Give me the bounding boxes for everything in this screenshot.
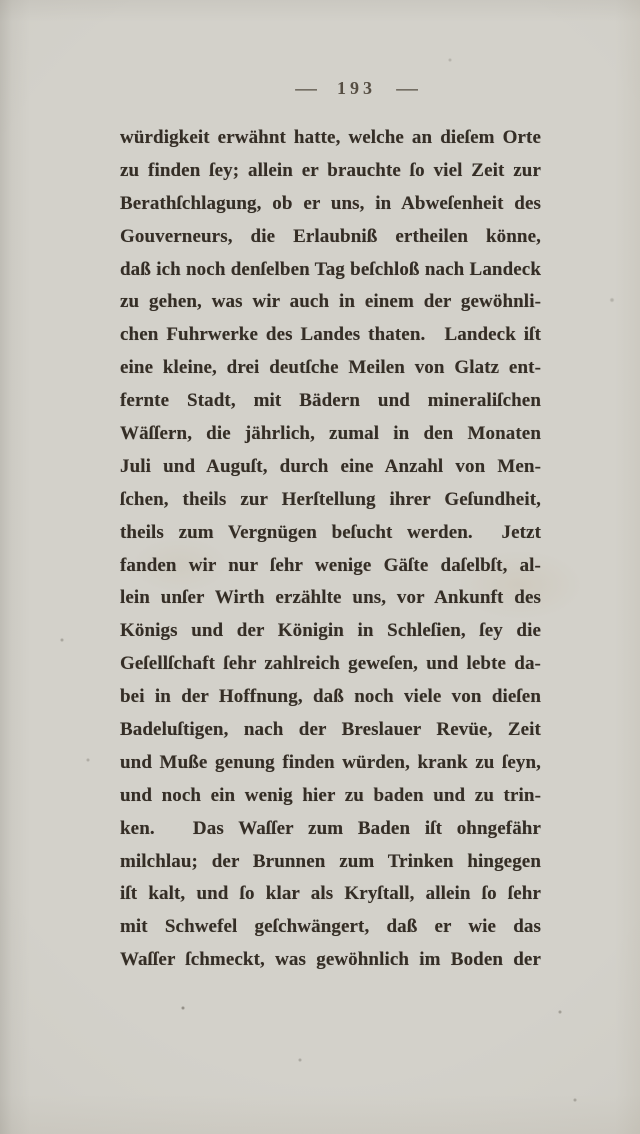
text-line: milchlau; der Brunnen zum Trinken hingegen: [120, 850, 541, 872]
page-header: [146, 78, 567, 99]
text-line: ken. Das Waſſer zum Baden iſt ohngefähr: [120, 817, 541, 839]
text-line: eine kleine, drei deutſche Meilen von Glatz ent-: [120, 357, 541, 379]
text-line: Geſellſchaft ſehr zahlreich geweſen, und lebte da-: [120, 653, 541, 675]
text-line: zu finden ſey; allein er brauchte ſo viel Zeit zur: [120, 159, 541, 181]
text-line: iſt kalt, und ſo klar als Kryſtall, allein ſo ſehr: [120, 883, 541, 905]
text-line: chen Fuhrwerke des Landes thaten. Landeck iſt: [120, 324, 541, 346]
header-right-dash: —: [396, 78, 418, 98]
text-line: daß ich noch denſelben Tag beſchloß nach Landeck: [120, 258, 541, 280]
text-line: und Muße genung finden würden, krank zu ſeyn,: [120, 751, 541, 773]
text-line: ſchen, theils zur Herſtellung ihrer Geſundheit,: [120, 488, 541, 510]
text-line: Berathſchlagung, ob er uns, in Abweſenheit des: [120, 192, 541, 214]
text-line: zu gehen, was wir auch in einem der gewöhnli-: [120, 291, 541, 313]
text-line: fernte Stadt, mit Bädern und mineraliſchen: [120, 390, 541, 412]
text-line: Waſſer ſchmeckt, was gewöhnlich im Boden der: [120, 949, 541, 971]
text-line: fanden wir nur ſehr wenige Gäſte daſelbſt, al-: [120, 554, 541, 576]
body-text-block: [120, 122, 541, 977]
header-left-dash: —: [295, 78, 317, 98]
text-line: Königs und der Königin in Schleſien, ſey die: [120, 620, 541, 642]
page-number: 193: [337, 78, 376, 98]
text-line: lein unſer Wirth erzählte uns, vor Ankunft des: [120, 587, 541, 609]
text-line: theils zum Vergnügen beſucht werden. Jetzt: [120, 521, 541, 543]
text-line: mit Schwefel geſchwängert, daß er wie das: [120, 916, 541, 938]
text-line: bei in der Hoffnung, daß noch viele von dieſen: [120, 686, 541, 708]
text-line: Gouverneurs, die Erlaubniß ertheilen könne,: [120, 225, 541, 247]
text-line: Wäſſern, die jährlich, zumal in den Monaten: [120, 423, 541, 445]
text-line: und noch ein wenig hier zu baden und zu trin-: [120, 784, 541, 806]
text-line: Badeluſtigen, nach der Breslauer Revüe, Zeit: [120, 719, 541, 741]
text-line: Juli und Auguſt, durch eine Anzahl von Men-: [120, 455, 541, 477]
text-line: würdigkeit erwähnt hatte, welche an dieſem Orte: [120, 127, 541, 148]
